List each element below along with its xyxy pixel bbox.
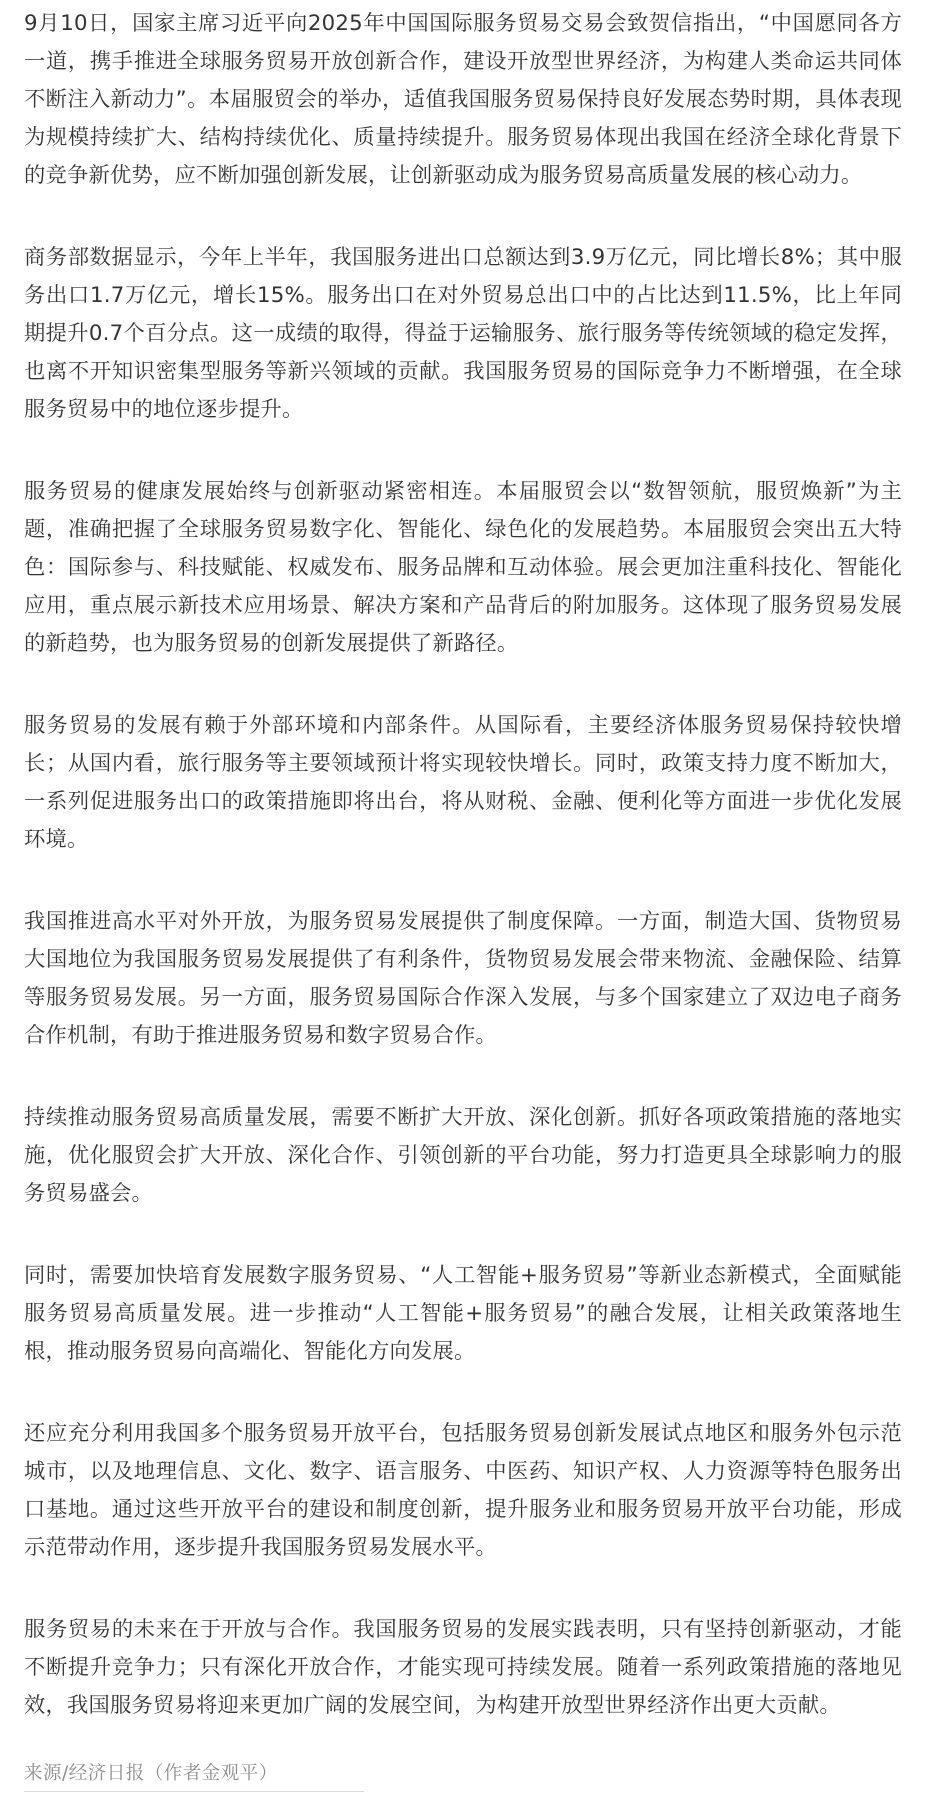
paragraph-2: 商务部数据显示，今年上半年，我国服务进出口总额达到3.9万亿元，同比增长8%；其中服务出口1.7万亿元，增长15%。服务出口在对外贸易总出口中的占比达到11.5%，比上年同期提升0.7个百分点。这一成绩的取得，得益于运输服务、旅行服务等传统领域的稳定发挥，也离不开知识密集型服务等新兴领域的贡献。我国服务贸易的国际竞争力不断增强，在全球服务贸易中的地位逐步提升。	[24, 245, 902, 422]
paragraph-7: 同时，需要加快培育发展数字服务贸易、“人工智能+服务贸易”等新业态新模式，全面赋能服务贸易高质量发展。进一步推动“人工智能+服务贸易”的融合发展，让相关政策落地生根，推动服务贸易向高端化、智能化方向发展。	[24, 1263, 902, 1364]
paragraph-8: 还应充分利用我国多个服务贸易开放平台，包括服务贸易创新发展试点地区和服务外包示范城市，以及地理信息、文化、数字、语言服务、中医药、知识产权、人力资源等特色服务出口基地。通过这些开放平台的建设和制度创新，提升服务业和服务贸易开放平台功能，形成示范带动作用，逐步提升我国服务贸易发展水平。	[24, 1421, 902, 1560]
paragraph-4: 服务贸易的发展有赖于外部环境和内部条件。从国际看，主要经济体服务贸易保持较快增长；从国内看，旅行服务等主要领域预计将实现较快增长。同时，政策支持力度不断加大，一系列促进服务出口的政策措施即将出台，将从财税、金融、便利化等方面进一步优化发展环境。	[24, 713, 902, 852]
paragraph-6: 持续推动服务贸易高质量发展，需要不断扩大开放、深化创新。抓好各项政策措施的落地实施，优化服贸会扩大开放、深化合作、引领创新的平台功能，努力打造更具全球影响力的服务贸易盛会。	[24, 1105, 902, 1206]
paragraph-3: 服务贸易的健康发展始终与创新驱动紧密相连。本届服贸会以“数智领航，服贸焕新”为主题，准确把握了全球服务贸易数字化、智能化、绿色化的发展趋势。本届服贸会突出五大特色：国际参与、科技赋能、权威发布、服务品牌和互动体验。展会更加注重科技化、智能化应用，重点展示新技术应用场景、解决方案和产品背后的附加服务。这体现了服务贸易发展的新趋势，也为服务贸易的创新发展提供了新路径。	[24, 479, 902, 656]
paragraph-9: 服务贸易的未来在于开放与合作。我国服务贸易的发展实践表明，只有坚持创新驱动，才能不断提升竞争力；只有深化开放合作，才能实现可持续发展。随着一系列政策措施的落地见效，我国服务贸易将迎来更加广阔的发展空间，为构建开放型世界经济作出更大贡献。	[24, 1617, 902, 1718]
article-body	[24, 5, 902, 1769]
article-source: 来源/经济日报（作者金观平）	[24, 1763, 278, 1784]
paragraph-5: 我国推进高水平对外开放，为服务贸易发展提供了制度保障。一方面，制造大国、货物贸易大国地位为我国服务贸易发展提供了有利条件，货物贸易发展会带来物流、金融保险、结算等服务贸易发展。另一方面，服务贸易国际合作深入发展，与多个国家建立了双边电子商务合作机制，有助于推进服务贸易和数字贸易合作。	[24, 909, 902, 1048]
source-divider	[24, 1791, 364, 1792]
paragraph-1: 9月10日，国家主席习近平向2025年中国国际服务贸易交易会致贺信指出，“中国愿同各方一道，携手推进全球服务贸易开放创新合作，建设开放型世界经济，为构建人类命运共同体不断注入新动力”。本届服贸会的举办，适值我国服务贸易保持良好发展态势时期，具体表现为规模持续扩大、结构持续优化、质量持续提升。服务贸易体现出我国在经济全球化背景下的竞争新优势，应不断加强创新发展，让创新驱动成为服务贸易高质量发展的核心动力。	[24, 11, 902, 188]
